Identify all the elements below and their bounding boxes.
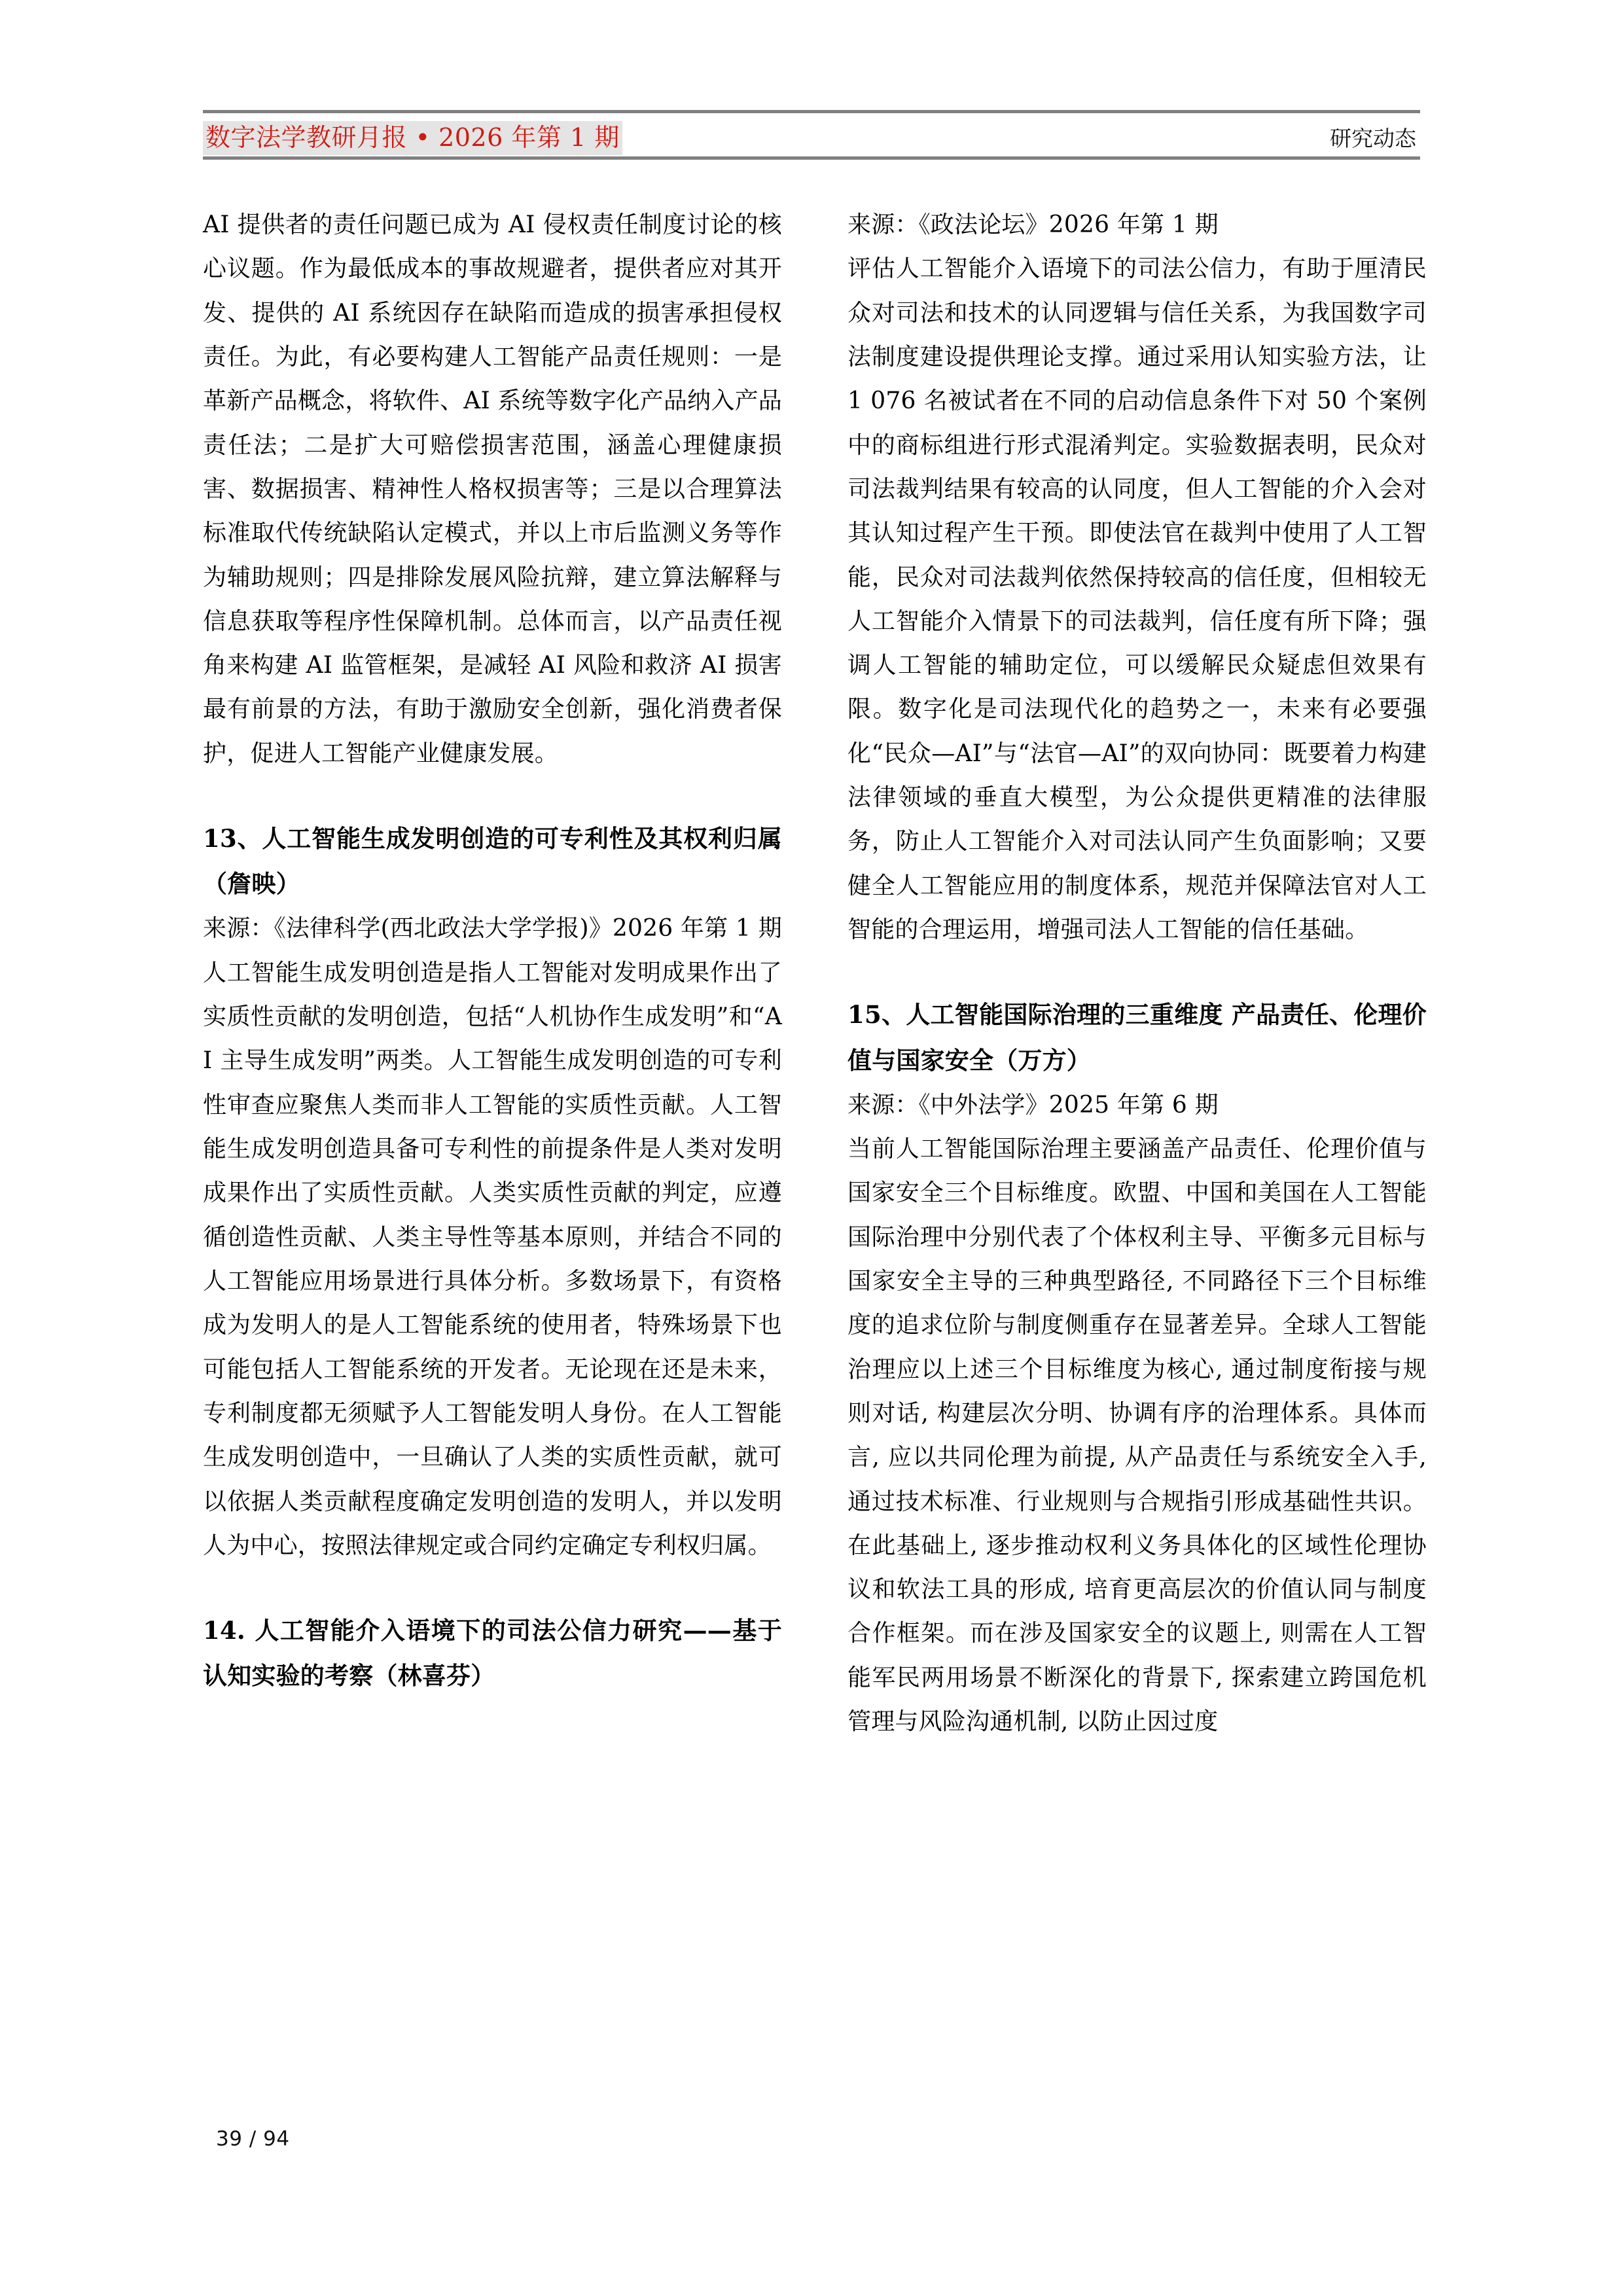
section-14-body: 评估人工智能介入语境下的司法公信力，有助于厘清民众对司法和技术的认同逻辑与信任关系，为我国数字司法制度建设提供理论支撑。通过采用认知实验方法，让 1 076 名被试者在不同的启动信息条件下对 50 个案例中的商标组进行形式混淆判定。实验数据表明，民众对司法裁判结果有较高的认同度，但人工智能的介入会对其认知过程产生干预。即使法官在裁判中使用了人工智能，民众对司法裁判依然保持较高的信任度，但相较无人工智能介入情景下的司法裁判，信任度有所下降；强调人工智能的辅助定位，可以缓解民众疑虑但效果有限。数字化是司法现代化的趋势之一，未来有必要强化“民众—AI”与“法官—AI”的双向协同：既要着力构建法律领域的垂直大模型，为公众提供更精准的法律服务，防止人工智能介入对司法认同产生负面影响；又要健全人工智能应用的制度体系，规范并保障法官对人工智能的合理运用，增强司法人工智能的信任基础。 (847, 255, 1427, 943)
right-column (847, 203, 1427, 1744)
left-column (203, 203, 782, 1744)
publication-title: 数字法学教研月报 • 2026 年第 1 期 (203, 121, 622, 155)
section-heading-15: 15、人工智能国际治理的三重维度 产品责任、伦理价值与国家安全（万方） (847, 1000, 1427, 1075)
section-15-source: 来源：《中外法学》2025 年第 6 期 (847, 1091, 1219, 1119)
section-15-body: 当前人工智能国际治理主要涵盖产品责任、伦理价值与国家安全三个目标维度。欧盟、中国和美国在人工智能国际治理中分别代表了个体权利主导、平衡多元目标与国家安全主导的三种典型路径, 不同路径下三个目标维度的追求位阶与制度侧重存在显著差异。全球人工智能治理应以上述三个目标维度为核心, 通过制度衔接与规则对话, 构建层次分明、协调有序的治理体系。具体而言, 应以共同伦理为前提, 从产品责任与系统安全入手, 通过技术标准、行业规则与合规指引形成基础性共识。在此基础上, 逐步推动权利义务具体化的区域性伦理协议和软法工具的形成, 培育更高层次的价值认同与制度合作框架。而在涉及国家安全的议题上, 则需在人工智能军民两用场景不断深化的背景下, 探索建立跨国危机管理与风险沟通机制, 以防止因过度 (847, 1136, 1427, 1736)
header-row (203, 113, 1420, 154)
two-column-body (203, 203, 1427, 1744)
header-rule-bottom (203, 156, 1420, 160)
header-section-label: 研究动态 (1330, 126, 1416, 151)
section-13-source: 来源：《法律科学(西北政法大学学报)》2026 年第 1 期 (203, 915, 782, 942)
section-heading-14: 14. 人工智能介入语境下的司法公信力研究——基于认知实验的考察（林喜芬） (203, 1616, 782, 1691)
page-number: 39 / 94 (216, 2127, 290, 2151)
section-heading-13: 13、人工智能生成发明创造的可专利性及其权利归属（詹映） (203, 824, 782, 899)
page-header (203, 110, 1420, 160)
continued-paragraph: AI 提供者的责任问题已成为 AI 侵权责任制度讨论的核心议题。作为最低成本的事故规避者，提供者应对其开发、提供的 AI 系统因存在缺陷而造成的损害承担侵权责任。为此，有必要构建人工智能产品责任规则：一是革新产品概念，将软件、AI 系统等数字化产品纳入产品责任法；二是扩大可赔偿损害范围，涵盖心理健康损害、数据损害、精神性人格权损害等；三是以合理算法标准取代传统缺陷认定模式，并以上市后监测义务等作为辅助规则；四是排除发展风险抗辩，建立算法解释与信息获取等程序性保障机制。总体而言，以产品责任视角来构建 AI 监管框架，是减轻 AI 风险和救济 AI 损害最有前景的方法，有助于激励安全创新，强化消费者保护，促进人工智能产业健康发展。 (203, 211, 782, 767)
section-14-source: 来源：《政法论坛》2026 年第 1 期 (847, 211, 1219, 238)
section-13-body: 人工智能生成发明创造是指人工智能对发明成果作出了实质性贡献的发明创造，包括“人机协作生成发明”和“AI 主导生成发明”两类。人工智能生成发明创造的可专利性审查应聚焦人类而非人工智能的实质性贡献。人工智能生成发明创造具备可专利性的前提条件是人类对发明成果作出了实质性贡献。人类实质性贡献的判定，应遵循创造性贡献、人类主导性等基本原则，并结合不同的人工智能应用场景进行具体分析。多数场景下，有资格成为发明人的是人工智能系统的使用者，特殊场景下也可能包括人工智能系统的开发者。无论现在还是未来，专利制度都无须赋予人工智能发明人身份。在人工智能生成发明创造中，一旦确认了人类的实质性贡献，就可以依据人类贡献程度确定发明创造的发明人，并以发明人为中心，按照法律规定或合同约定确定专利权归属。 (203, 959, 782, 1559)
